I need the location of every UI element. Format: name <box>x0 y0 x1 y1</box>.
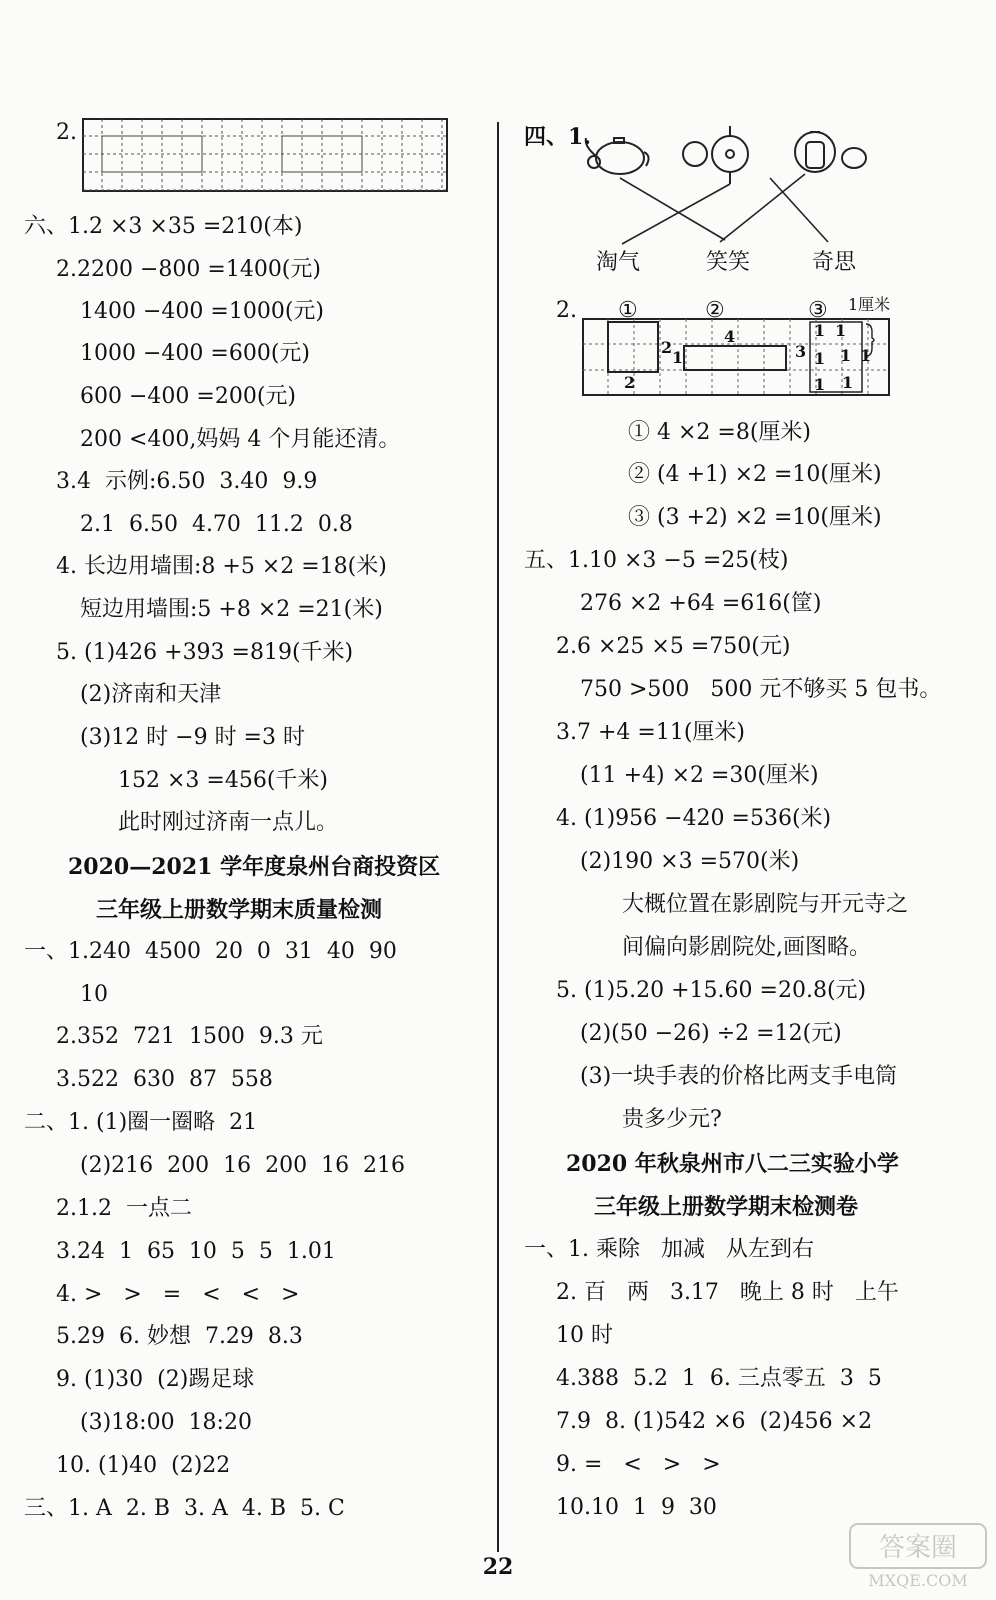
right-line-24: 9. = < > > <box>556 1452 721 1477</box>
left-q2-label: 2. <box>56 120 77 145</box>
left-line-1: 2.2200 −800 =1400(元) <box>56 257 321 282</box>
matching-lines <box>620 174 828 244</box>
writing-grid <box>82 118 448 192</box>
watermark-url: MXQE.COM <box>868 1571 968 1590</box>
grid-digit-9: 2 <box>624 373 636 392</box>
right-line-19: 一、1. 乘除 加减 从左到右 <box>524 1237 814 1262</box>
left-line-18: 10 <box>80 982 108 1007</box>
left-line-10: 5. (1)426 +393 =819(千米) <box>56 640 354 665</box>
right-line-15: (3)一块手表的价格比两支手电筒 <box>580 1064 898 1089</box>
right-line-3: 五、1.10 ×3 −5 =25(枝) <box>524 548 789 573</box>
name-taoqi: 淘气 <box>596 250 641 275</box>
left-line-24: 3.24 1 65 10 5 5 1.01 <box>56 1239 336 1264</box>
name-xiaoxiao: 笑笑 <box>706 250 751 275</box>
right-line-11: 大概位置在影剧院与开元寺之 <box>622 892 909 917</box>
teapot-side-icon <box>586 138 649 174</box>
right-line-25: 10.10 1 9 30 <box>556 1495 717 1520</box>
left-line-27: 9. (1)30 (2)踢足球 <box>56 1367 255 1392</box>
left-line-0: 六、1.2 ×3 ×35 =210(本) <box>24 214 303 239</box>
left-line-14: 此时刚过济南一点儿。 <box>118 810 339 835</box>
right-line-0: ① 4 ×2 =8(厘米) <box>628 420 812 445</box>
left-line-26: 5.29 6. 妙想 7.29 8.3 <box>56 1324 303 1349</box>
teapot-top-icon <box>683 126 748 184</box>
teapot-front-icon <box>795 132 866 172</box>
section-title-taishang: 2020—2021 学年度泉州台商投资区 <box>68 854 441 880</box>
right-line-16: 贵多少元? <box>622 1107 722 1132</box>
grid-digit-8: 1 <box>814 375 826 394</box>
left-line-8: 4. 长边用墙围:8 +5 ×2 =18(米) <box>56 554 387 579</box>
left-line-22: (2)216 200 16 200 16 216 <box>80 1153 406 1178</box>
left-line-25: 4. > > = < < > <box>56 1282 300 1307</box>
grid-digit-0: 2 <box>661 338 673 357</box>
left-line-5: 200 <400,妈妈 4 个月能还清。 <box>80 427 401 452</box>
right-line-8: (11 +4) ×2 =30(厘米) <box>580 763 819 788</box>
right-line-6: 750 >500 500 元不够买 5 包书。 <box>580 677 942 702</box>
grid-digit-5: 1 <box>835 321 847 340</box>
left-line-21: 二、1. (1)圈一圈略 21 <box>24 1110 258 1135</box>
right-line-14: (2)(50 −26) ÷2 =12(元) <box>580 1021 842 1046</box>
right-line-13: 5. (1)5.20 +15.60 =20.8(元) <box>556 978 867 1003</box>
section-title-823: 2020 年秋泉州市八二三实验小学 <box>566 1151 899 1177</box>
right-line-20: 2. 百 两 3.17 晚上 8 时 上午 <box>556 1280 899 1305</box>
grid-digit-10: 1 <box>842 373 854 392</box>
right-line-12: 间偏向影剧院处,画图略。 <box>622 935 871 960</box>
right-line-9: 4. (1)956 −420 =536(米) <box>556 806 832 831</box>
cm-label: 1厘米 <box>848 295 891 314</box>
circle-label-3: ③ <box>808 298 828 323</box>
left-line-6: 3.4 示例:6.50 3.40 9.9 <box>56 469 318 494</box>
right-line-4: 276 ×2 +64 =616(筐) <box>580 591 822 616</box>
left-line-9: 短边用墙围:5 +8 ×2 =21(米) <box>80 597 383 622</box>
left-line-28: (3)18:00 18:20 <box>80 1410 252 1435</box>
left-line-17: 一、1.240 4500 20 0 31 40 90 <box>24 939 397 964</box>
name-qisi: 奇思 <box>812 250 857 275</box>
left-line-4: 600 −400 =200(元) <box>80 384 296 409</box>
grid-digit-4: 1 <box>814 321 826 340</box>
circle-label-2: ② <box>705 298 725 323</box>
watermark-logo <box>848 1522 988 1592</box>
grid-digit-6: 1 <box>840 346 852 365</box>
right-line-1: ② (4 +1) ×2 =10(厘米) <box>628 462 882 487</box>
left-line-20: 3.522 630 87 558 <box>56 1067 273 1092</box>
page-number: 22 <box>482 1554 514 1580</box>
left-line-13: 152 ×3 =456(千米) <box>118 768 328 793</box>
right-line-23: 7.9 8. (1)542 ×6 (2)456 ×2 <box>556 1409 873 1434</box>
left-line-29: 10. (1)40 (2)22 <box>56 1453 231 1478</box>
right-line-21: 10 时 <box>556 1323 613 1348</box>
section-subtitle-taishang: 三年级上册数学期末质量检测 <box>96 897 383 923</box>
left-line-7: 2.1 6.50 4.70 11.2 0.8 <box>80 512 353 537</box>
left-line-19: 2.352 721 1500 9.3 元 <box>56 1024 323 1049</box>
grid-digit-3: 3 <box>795 342 807 361</box>
left-line-11: (2)济南和天津 <box>80 682 222 707</box>
right-line-5: 2.6 ×25 ×5 =750(元) <box>556 634 791 659</box>
right-line-7: 3.7 +4 =11(厘米) <box>556 720 745 745</box>
grid-digit-11: 1 <box>814 349 826 368</box>
section-subtitle-823: 三年级上册数学期末检测卷 <box>594 1194 859 1220</box>
left-line-3: 1000 −400 =600(元) <box>80 341 310 366</box>
right-q4-label: 四、1. <box>524 124 591 150</box>
grid-digit-2: 4 <box>724 327 736 346</box>
left-line-30: 三、1. A 2. B 3. A 4. B 5. C <box>24 1496 345 1521</box>
right-q2-label: 2. <box>556 298 577 323</box>
left-line-2: 1400 −400 =1000(元) <box>80 299 324 324</box>
right-line-22: 4.388 5.2 1 6. 三点零五 3 5 <box>556 1366 882 1391</box>
right-line-10: (2)190 ×3 =570(米) <box>580 849 800 874</box>
grid-digit-1: 1 <box>672 348 684 367</box>
grid-digit-7: 1 <box>860 346 872 365</box>
circle-label-1: ① <box>618 298 638 323</box>
right-line-2: ③ (3 +2) ×2 =10(厘米) <box>628 505 882 530</box>
watermark-title: 答案圈 <box>878 1533 958 1563</box>
left-line-12: (3)12 时 −9 时 =3 时 <box>80 725 305 750</box>
left-line-23: 2.1.2 一点二 <box>56 1196 192 1221</box>
column-divider <box>497 122 499 1552</box>
